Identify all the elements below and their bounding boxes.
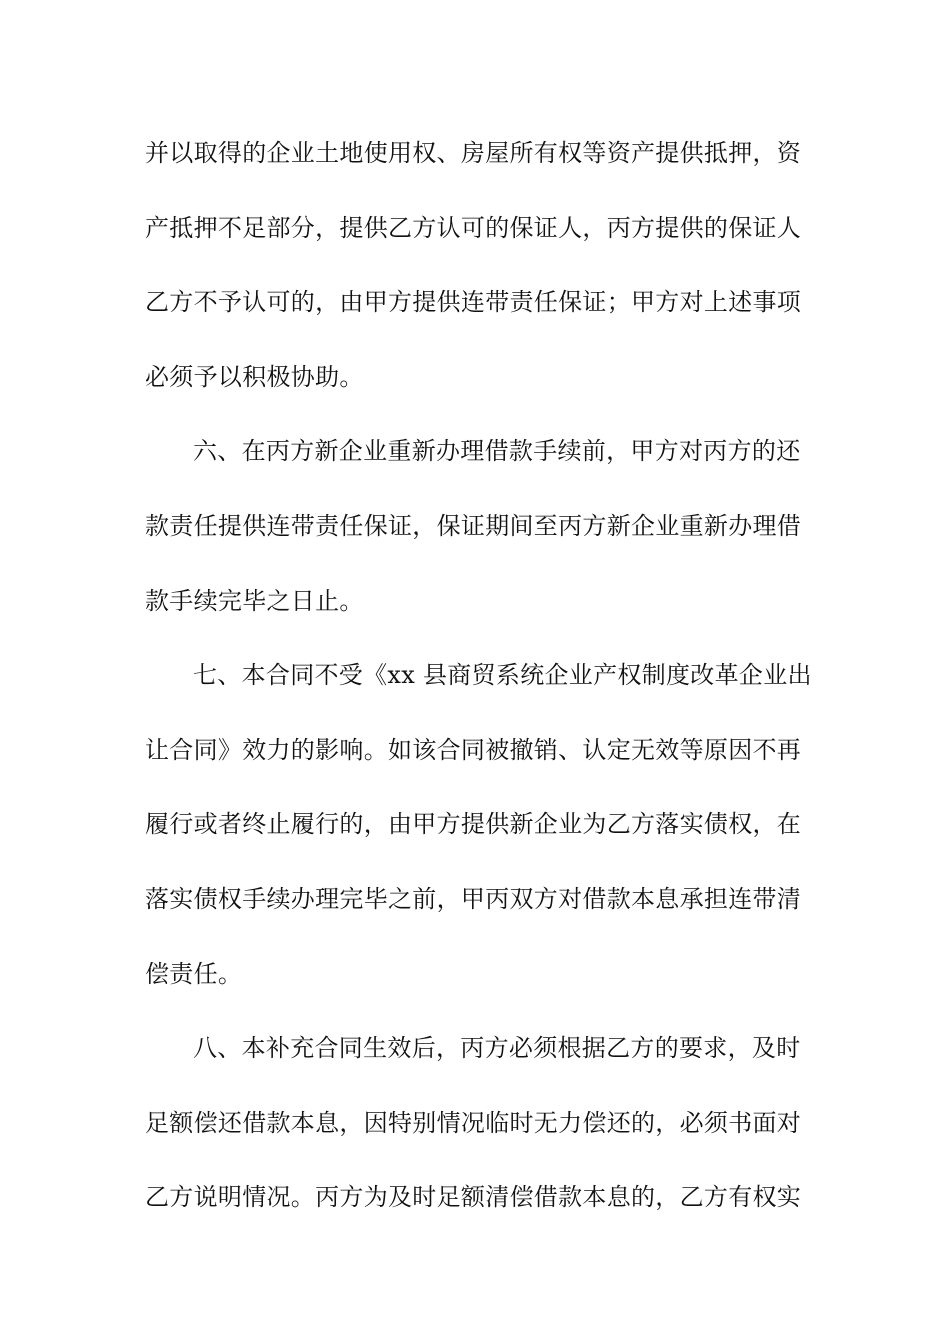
text-line: 款手续完毕之日止。 [145,586,364,615]
text-line: 乙方不予认可的，由甲方提供连带责任保证；甲方对上述事项 [145,288,802,317]
text-line: 并以取得的企业土地使用权、房屋所有权等资产提供抵押，资 [145,139,802,167]
text-line: 让合同》效力的影响。如该合同被撤销、认定无效等原因不再 [145,735,802,764]
text-line: 款责任提供连带责任保证，保证期间至丙方新企业重新办理借 [145,511,802,540]
text-line: 足额偿还借款本息，因特别情况临时无力偿还的，必须书面对 [145,1108,802,1137]
clause-eight-first-line: 八、本补充合同生效后，丙方必须根据乙方的要求，及时 [193,1034,801,1063]
text-line: 落实债权手续办理完毕之前，甲丙双方对借款本息承担连带清 [145,884,802,913]
document-body [145,127,812,1246]
text-line: 乙方说明情况。丙方为及时足额清偿借款本息的，乙方有权实 [145,1183,802,1212]
clause-seven-first-line: 七、本合同不受《xx 县商贸系统企业产权制度改革企业出 [193,661,812,690]
text-line: 履行或者终止履行的，由甲方提供新企业为乙方落实债权，在 [145,810,802,839]
text-line: 必须予以积极协助。 [145,362,364,391]
text-line: 产抵押不足部分，提供乙方认可的保证人，丙方提供的保证人 [145,213,802,242]
text-line: 偿责任。 [145,959,243,988]
clause-six-first-line: 六、在丙方新企业重新办理借款手续前，甲方对丙方的还 [193,437,801,466]
